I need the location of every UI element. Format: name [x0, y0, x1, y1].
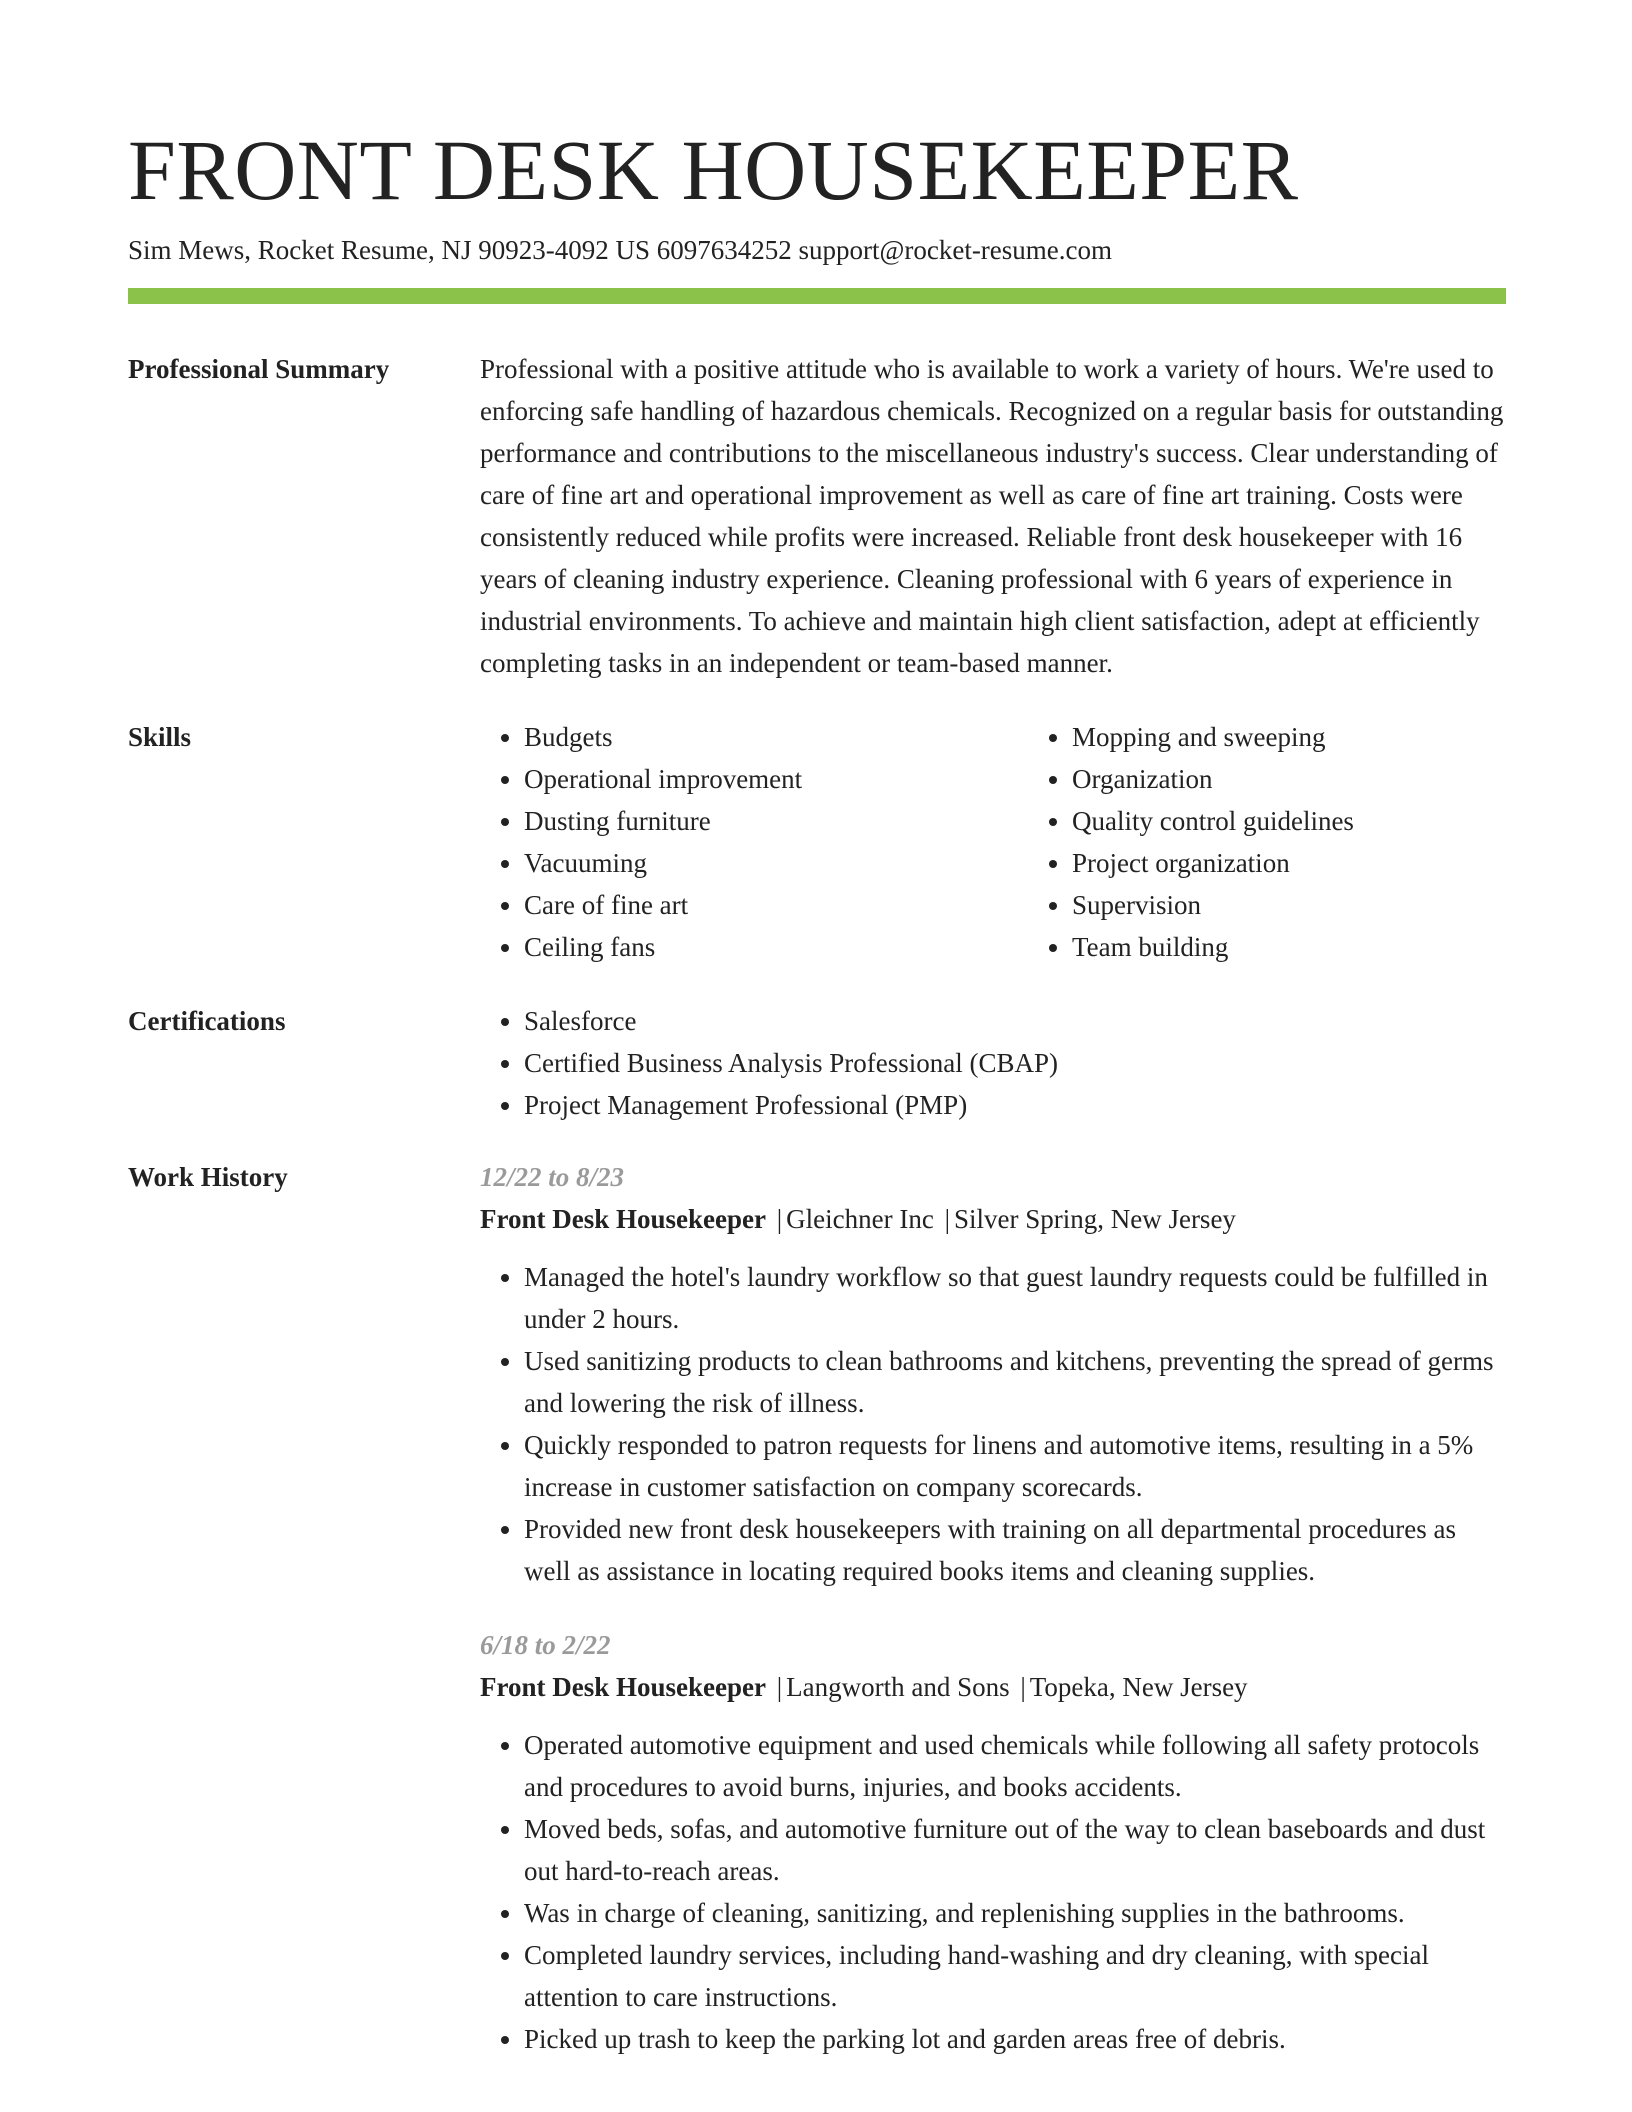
job-bullet: • Picked up trash to keep the parking lot and garden areas free of debris.	[524, 2018, 1506, 2060]
summary-heading: Professional Summary	[128, 354, 390, 384]
job-bullets	[480, 1256, 1506, 1592]
job-separator: |	[1020, 1672, 1026, 1702]
skill-item: • Quality control guidelines	[1072, 800, 1576, 842]
skill-item: • Team building	[1072, 926, 1576, 968]
skill-item: • Organization	[1072, 758, 1576, 800]
job-entry	[480, 1156, 1506, 1592]
job-title: Front Desk Housekeeper	[480, 1204, 766, 1234]
job-bullet: • Was in charge of cleaning, sanitizing, and replenishing supplies in the bathrooms.	[524, 1892, 1506, 1934]
certifications-body	[480, 1000, 1506, 1126]
job-company: Langworth and Sons	[786, 1672, 1010, 1702]
job-location: Topeka, New Jersey	[1029, 1672, 1248, 1702]
skills-section	[128, 716, 1506, 968]
work-history-heading: Work History	[128, 1162, 288, 1192]
certification-item: • Certified Business Analysis Professional (CBAP)	[524, 1042, 1506, 1084]
job-bullet: • Moved beds, sofas, and automotive furniture out of the way to clean baseboards and dust out hard-to-reach areas.	[524, 1808, 1506, 1892]
certifications-list	[480, 1000, 1506, 1126]
job-bullet: • Operated automotive equipment and used chemicals while following all safety protocols and procedures to avoid burns, injuries, and books accidents.	[524, 1724, 1506, 1808]
skill-item: • Budgets	[524, 716, 1028, 758]
job-bullet: • Provided new front desk housekeepers with training on all departmental procedures as well as assistance in locating required books items and cleaning supplies.	[524, 1508, 1506, 1592]
summary-section	[128, 348, 1506, 684]
contact-line: Sim Mews, Rocket Resume, NJ 90923-4092 US 6097634252 support@rocket-resume.com	[128, 235, 1113, 265]
skills-list-right	[1028, 716, 1576, 968]
job-title: Front Desk Housekeeper	[480, 1672, 766, 1702]
certifications-heading: Certifications	[128, 1006, 286, 1036]
job-dates: 6/18 to 2/22	[480, 1630, 611, 1660]
work-history-section	[128, 1156, 1506, 2060]
certification-item: • Salesforce	[524, 1000, 1506, 1042]
job-separator: |	[944, 1204, 950, 1234]
header-accent-rule	[128, 288, 1506, 304]
job-dates: 12/22 to 8/23	[480, 1162, 625, 1192]
skill-item: • Supervision	[1072, 884, 1576, 926]
job-bullet: • Completed laundry services, including hand-washing and dry cleaning, with special attention to care instructions.	[524, 1934, 1506, 2018]
skills-columns	[480, 716, 1576, 968]
skill-item: • Care of fine art	[524, 884, 1028, 926]
job-heading	[480, 1666, 1506, 1708]
skill-item: • Dusting furniture	[524, 800, 1028, 842]
job-separator: |	[776, 1204, 783, 1234]
skill-item: • Ceiling fans	[524, 926, 1028, 968]
job-bullet: • Quickly responded to patron requests for linens and automotive items, resulting in a 5% increase in customer satisfaction on company scorecards.	[524, 1424, 1506, 1508]
resume-page	[128, 120, 1506, 2060]
job-location: Silver Spring, New Jersey	[953, 1204, 1236, 1234]
summary-text: Professional with a positive attitude who is available to work a variety of hours. We're used to enforcing safe handling of hazardous chemicals. Recognized on a regular basis for outstanding performance and contributions to the miscellaneous industry's success. Clear understanding of care of fine art and operational improvement as well as care of fine art training. Costs were consistently reduced while profits were increased. Reliable front desk housekeeper with 16 years of cleaning industry experience. Cleaning professional with 6 years of experience in industrial environments. To achieve and maintain high client satisfaction, adept at efficiently completing tasks in an independent or team-based manner.	[480, 354, 1504, 678]
work-history-body	[480, 1156, 1506, 2060]
job-company: Gleichner Inc	[786, 1204, 934, 1234]
skills-heading: Skills	[128, 722, 192, 752]
certifications-section	[128, 1000, 1506, 1126]
job-entry	[480, 1624, 1506, 2060]
resume-name: FRONT DESK HOUSEKEEPER	[128, 122, 1299, 218]
job-bullet: • Used sanitizing products to clean bathrooms and kitchens, preventing the spread of germs and lowering the risk of illness.	[524, 1340, 1506, 1424]
job-bullets	[480, 1724, 1506, 2060]
job-heading	[480, 1198, 1506, 1240]
job-bullet: • Managed the hotel's laundry workflow so that guest laundry requests could be fulfilled in under 2 hours.	[524, 1256, 1506, 1340]
skill-item: • Project organization	[1072, 842, 1576, 884]
skills-list-left	[480, 716, 1028, 968]
skill-item: • Vacuuming	[524, 842, 1028, 884]
certification-item: • Project Management Professional (PMP)	[524, 1084, 1506, 1126]
job-separator: |	[776, 1672, 783, 1702]
skill-item: • Mopping and sweeping	[1072, 716, 1576, 758]
skill-item: • Operational improvement	[524, 758, 1028, 800]
